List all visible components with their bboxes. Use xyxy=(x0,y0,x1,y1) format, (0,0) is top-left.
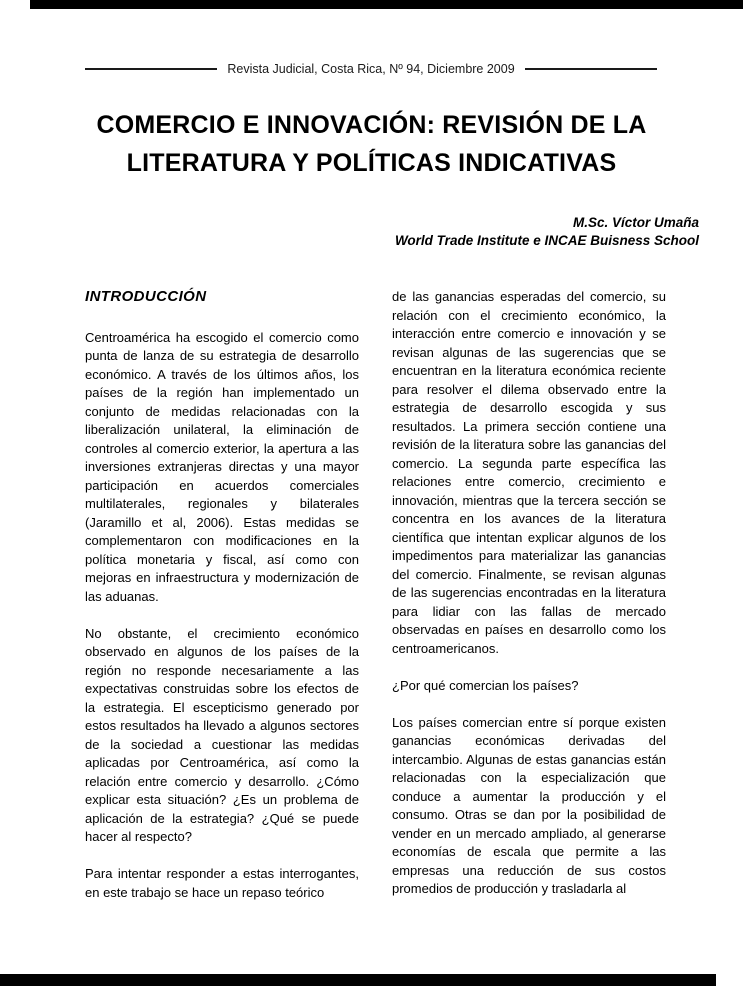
two-column-body xyxy=(85,288,667,921)
right-paragraph-2: Los países comercian entre sí porque existen ganancias económicas derivadas del intercambio. Algunas de estas ganancias están relacionadas con la especialización que conduce a aumentar la producción y el consumo. Otras se dan por la posibilidad de vender en un mercado ampliado, al generarse economías de escala que permite a las empresas una reducción de sus costos promedios de producción y trasladarla al xyxy=(392,714,666,896)
subheading-question: ¿Por qué comercian los países? xyxy=(392,677,579,693)
article-title xyxy=(0,106,743,182)
right-paragraph-1: de las ganancias esperadas del comercio, su relación con el crecimiento económico, la interacción entre comercio e innovación y se revisan algunas de las sugerencias que se encuentran en la literatura económica reciente para resolver el dilema observado entre la estrategia de desarrollo escogida y sus resultados. La primera sección contiene una revisión de la literatura sobre las ganancias del comercio. La segunda parte específica las relaciones entre comercio, crecimiento e innovación, mientras que la tercera sección se concentra en los avances de la literatura científica que intentan explicar algunos de los impedimentos para materializar las ganancias del comercio. Finalmente, se revisan algunas de las sugerencias encontradas en la literatura para lidiar con las fallas de mercado observadas en países en desarrollo como los centroamericanos. xyxy=(392,289,666,656)
left-paragraph-3: Para intentar responder a estas interrogantes, en este trabajo se hace un repaso teórico xyxy=(85,866,359,900)
article-title-line2: LITERATURA Y POLÍTICAS INDICATIVAS xyxy=(126,149,617,177)
left-paragraph-1: Centroamérica ha escogido el comercio como punta de lanza de su estrategia de desarrollo económico. A través de los últimos años, los países de la región han implementado un conjunto de medidas relacionadas con la liberalización unilateral, la eliminación de controles al comercio exterior, la apertura a las inversiones extranjeras directas y una mayor participación en acuerdos comerciales multilaterales, regionales y bilaterales (Jaramillo et al, 2006). Estas medidas se complementaron con modificaciones en la política monetaria y fiscal, así como con mejoras en infraestructura y modernización de las aduanas. xyxy=(85,329,359,604)
header-rule-right xyxy=(525,68,657,70)
author-affiliation: World Trade Institute e INCAE Buisness School xyxy=(394,233,699,248)
journal-header xyxy=(85,62,657,76)
author-block xyxy=(395,214,699,250)
header-rule-left xyxy=(85,68,217,70)
journal-header-text: Revista Judicial, Costa Rica, Nº 94, Diciembre 2009 xyxy=(227,62,515,76)
section-heading-introduccion: INTRODUCCIÓN xyxy=(85,288,207,305)
left-paragraph-2: No obstante, el crecimiento económico observado en algunos de los países de la región no responde necesariamente a las expectativas construidas sobre los efectos de la estrategia. El escepticismo generado por estos resultados ha llevado a algunos sectores de la sociedad a cuestionar las medidas aplicadas por Centroamérica, así como la relación entre comercio y desarrollo. ¿Cómo explicar esta situación? ¿Es un problema de aplicación de la estrategia? ¿Qué se puede hacer al respecto? xyxy=(85,625,359,844)
article-title-line1: COMERCIO E INNOVACIÓN: REVISIÓN DE LA xyxy=(96,111,647,139)
bottom-rule xyxy=(0,974,716,986)
author-name: M.Sc. Víctor Umaña xyxy=(572,215,699,230)
right-column xyxy=(392,288,666,921)
top-rule xyxy=(30,0,743,9)
left-column xyxy=(85,288,359,921)
